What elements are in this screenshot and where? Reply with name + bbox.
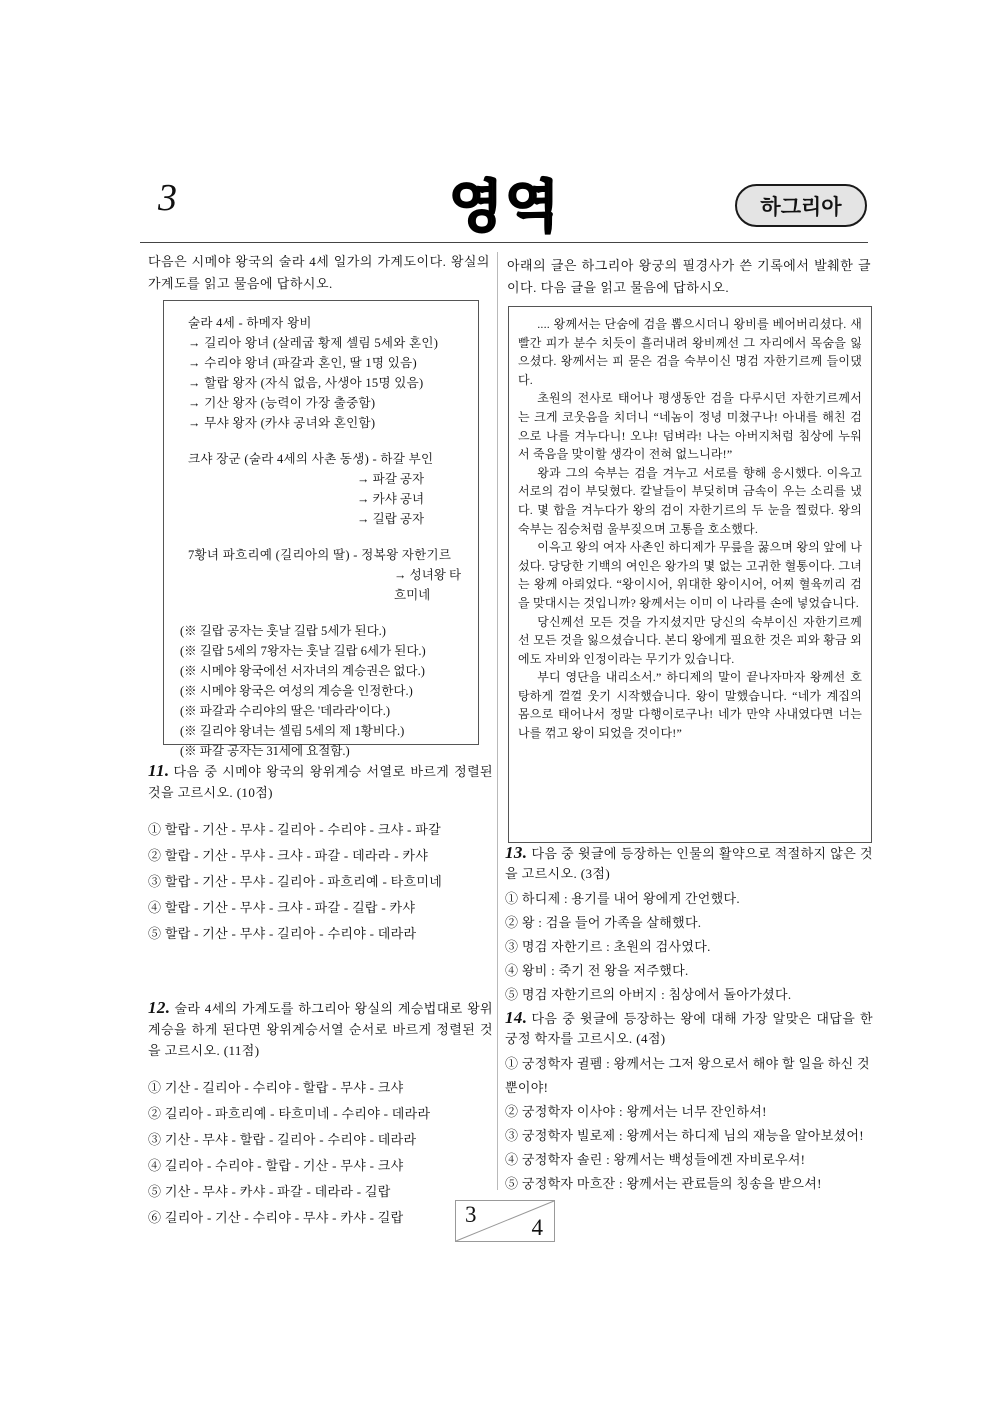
passage-box	[508, 306, 872, 843]
header-divider	[140, 242, 868, 243]
option-4: ④ 왕비 : 죽기 전 왕을 저주했다.	[505, 963, 689, 978]
passage-paragraph: 초원의 전사로 태어나 평생동안 검을 다루시던 자한기르께서는 크게 코웃음을 치더니 “네놈이 정녕 미쳤구나! 아내를 해친 검으로 나를 겨누다니! 오냐! 덤벼라! 나는 아버지처럼 침상에 누워서 죽음을 맞이할 생각이 전혀 없느니라!”	[518, 391, 862, 462]
option-2: ② 길리아 - 파흐리예 - 타흐미네 - 수리야 - 데라라	[148, 1106, 431, 1121]
tree-line: 7황녀 파흐리예 (길리아의 딸) - 정복왕 자한기르	[188, 548, 452, 562]
subject-badge: 하그리아	[735, 184, 867, 227]
question-12-text: 12. 술라 4세의 가계도를 하그리아 왕실의 계승법대로 왕위계승을 하게 된다면 왕위계승서열 순서로 바르게 정렬된 것을 고르시오. (11점)	[148, 998, 493, 1058]
question-number: 11.	[148, 761, 170, 780]
tree-line: → 성녀왕 타흐미네	[394, 568, 462, 602]
tree-line: → 길리아 왕녀 (살레굽 황제 셀림 5세와 혼인)	[188, 336, 439, 350]
option-5: ⑤ 할랍 - 기산 - 무샤 - 길리아 - 수리야 - 데라라	[148, 926, 417, 941]
tree-line: → 길랍 공자	[357, 512, 425, 526]
question-11-text: 11. 다음 중 시메야 왕국의 왕위계승 서열로 바르게 정렬된 것을 고르시오. (10점)	[148, 761, 493, 800]
tree-line: → 카샤 공녀	[357, 492, 425, 506]
tree-line: → 파갈 공자	[357, 472, 425, 486]
option-4: ④ 궁정학자 솔린 : 왕께서는 백성들에겐 자비로우셔!	[505, 1152, 806, 1167]
option-1: ① 할랍 - 기산 - 무샤 - 길리아 - 수리야 - 크샤 - 파갈	[148, 822, 441, 837]
option-5: ⑤ 궁정학자 마흐잔 : 왕께서는 관료들의 칭송을 받으셔!	[505, 1176, 822, 1191]
passage-paragraph: 당신께선 모든 것을 가지셨지만 당신의 숙부이신 자한기르께선 모든 것을 잃으셨습니다. 본디 왕에게 필요한 것은 피와 황금 외에도 자비와 인정이라는 무기가 있습니다.	[518, 614, 862, 666]
tree-line: → 할랍 왕자 (자식 없음, 사생아 15명 있음)	[188, 376, 424, 390]
question-13-options	[505, 887, 873, 1007]
passage-paragraph: 이윽고 왕의 여자 사촌인 하디제가 무릎을 꿇으며 왕의 앞에 나섰다. 당당한 기백의 여인은 왕가의 몇 없는 고귀한 혈통이다. 그녀는 왕께 아뢰었다. “왕이시어, 위대한 왕이시어, 어찌 혈육끼리 검을 맞대시는 것입니까? 왕께서는 이미 이 나라를 손에 넣었습니다.	[518, 540, 862, 610]
passage-paragraph: 왕과 그의 숙부는 검을 겨누고 서로를 향해 응시했다. 이윽고 서로의 검이 부딪혔다. 칼날들이 부딪히며 금속이 우는 소리를 냈다. 몇 합을 겨누다가 왕의 검이 자한기르의 두 눈을 찔렀다. 왕의 숙부는 짐승처럼 울부짖으며 고통을 호소했다.	[518, 465, 862, 536]
question-number: 13.	[505, 843, 528, 862]
passage-paragraph: 부디 영단을 내리소서.” 하디제의 말이 끝나자마자 왕께선 호탕하게 껄껄 웃기 시작했습니다. 왕이 말했습니다. “네가 계집의 몸으로 태어나서 정말 다행이로구나! 네가 만약 사내였다면 너는 나를 꺾고 왕이 되었을 것이다!”	[518, 670, 862, 741]
option-1: ① 궁정학자 귈펨 : 왕께서는 그저 왕으로서 해야 할 일을 하신 것 뿐이야!	[505, 1056, 870, 1095]
option-3: ③ 기산 - 무샤 - 할랍 - 길리아 - 수리야 - 데라라	[148, 1132, 417, 1147]
option-4: ④ 할랍 - 기산 - 무샤 - 크샤 - 파갈 - 길랍 - 카샤	[148, 900, 416, 915]
option-6: ⑥ 길리아 - 기산 - 수리야 - 무샤 - 카샤 - 길랍	[148, 1210, 404, 1225]
tree-note: (※ 파갈과 수리야의 딸은 '데라라'이다.)	[180, 704, 391, 718]
question-11-options	[148, 817, 493, 947]
option-2: ② 왕 : 검을 들어 가족을 살해했다.	[505, 915, 702, 930]
tree-line: → 기산 왕자 (능력이 가장 출중함)	[188, 396, 376, 410]
option-1: ① 기산 - 길리아 - 수리야 - 할랍 - 무샤 - 크샤	[148, 1080, 404, 1095]
question-11	[148, 760, 493, 947]
next-page-number: 4	[531, 1215, 543, 1240]
left-column-intro: 다음은 시메야 왕국의 술라 4세 일가의 가계도이다. 왕실의 가계도를 읽고 물음에 답하시오.	[148, 254, 490, 291]
page-indicator-box	[455, 1200, 555, 1242]
question-12	[148, 997, 493, 1231]
option-1: ① 하디제 : 용기를 내어 왕에게 간언했다.	[505, 891, 740, 906]
page-number: 3	[158, 177, 177, 219]
question-13	[505, 843, 873, 1007]
option-3: ③ 할랍 - 기산 - 무샤 - 길리아 - 파흐리예 - 타흐미네	[148, 874, 443, 889]
option-2: ② 할랍 - 기산 - 무샤 - 크샤 - 파갈 - 데라라 - 카샤	[148, 848, 429, 863]
passage-paragraph: .... 왕께서는 단숨에 검을 뽑으시더니 왕비를 베어버리셨다. 새빨간 피가 분수 치듯이 흘러내려 왕비께선 그 자리에서 목숨을 잃으셨다. 왕께서는 피 묻은 검을 숙부이신 명검 자한기르께 들이댔다.	[518, 317, 862, 387]
tree-line: → 무샤 왕자 (카샤 공녀와 혼인함)	[188, 416, 376, 430]
question-14-options	[505, 1052, 873, 1196]
tree-note: (※ 시메야 왕국은 여성의 계승을 인정한다.)	[180, 684, 413, 698]
question-14-text: 14. 다음 중 윗글에 등장하는 왕에 대해 가장 알맞은 대답을 한 궁정 학자를 고르시오. (4점)	[505, 1008, 873, 1046]
tree-line: → 수리야 왕녀 (파갈과 혼인, 딸 1명 있음)	[188, 356, 417, 370]
option-3: ③ 명검 자한기르 : 초원의 검사였다.	[505, 939, 711, 954]
family-tree-box	[163, 300, 479, 758]
option-5: ⑤ 기산 - 무샤 - 카샤 - 파갈 - 데라라 - 길랍	[148, 1184, 391, 1199]
option-2: ② 궁정학자 이사야 : 왕께서는 너무 잔인하셔!	[505, 1104, 767, 1119]
question-13-text: 13. 다음 중 윗글에 등장하는 인물의 활약으로 적절하지 않은 것을 고르시오. (3점)	[505, 843, 873, 881]
current-page-number: 3	[465, 1202, 477, 1227]
question-12-options	[148, 1075, 493, 1231]
column-divider	[497, 252, 498, 1190]
page-title: 영역	[448, 175, 562, 238]
question-14	[505, 1008, 873, 1196]
tree-note: (※ 길리야 왕녀는 셀림 5세의 제 1황비다.)	[180, 724, 405, 738]
tree-note: (※ 파갈 공자는 31세에 요절함.)	[180, 744, 350, 758]
option-4: ④ 길리아 - 수리야 - 할랍 - 기산 - 무샤 - 크샤	[148, 1158, 404, 1173]
option-5: ⑤ 명검 자한기르의 아버지 : 침상에서 돌아가셨다.	[505, 987, 792, 1002]
tree-note: (※ 길랍 공자는 훗날 길랍 5세가 된다.)	[180, 624, 386, 638]
tree-line: 술라 4세 - 하메자 왕비	[188, 316, 312, 330]
question-number: 14.	[505, 1008, 528, 1027]
tree-note: (※ 길랍 5세의 7왕자는 훗날 길랍 6세가 된다.)	[180, 644, 426, 658]
option-3: ③ 궁정학자 빌로제 : 왕께서는 하디제 님의 재능을 알아보셨어!	[505, 1128, 864, 1143]
right-column-intro: 아래의 글은 하그리아 왕궁의 필경사가 쓴 기록에서 발췌한 글이다. 다음 글을 읽고 물음에 답하시오.	[507, 258, 871, 295]
tree-note: (※ 시메야 왕국에선 서자녀의 계승권은 없다.)	[180, 664, 425, 678]
tree-line: 크샤 장군 (술라 4세의 사촌 동생) - 하갈 부인	[188, 452, 434, 466]
question-number: 12.	[148, 998, 171, 1017]
